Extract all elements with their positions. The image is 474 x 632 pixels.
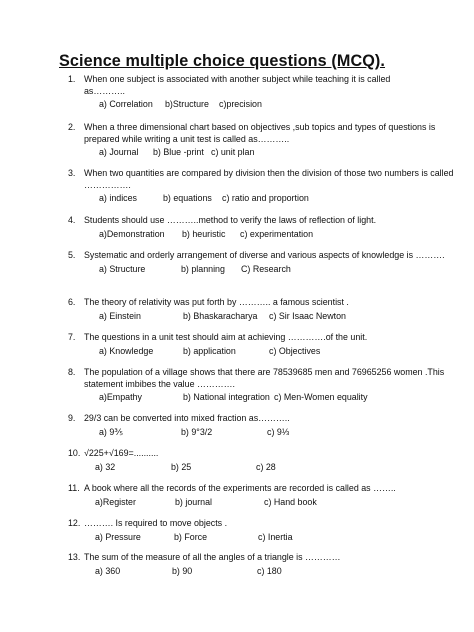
option-a: a)Demonstration: [99, 228, 165, 239]
option-c: c) experimentation: [240, 228, 314, 239]
question-number: 2.: [68, 122, 76, 132]
question-11: [68, 483, 463, 508]
question-text: 29/3 can be converted into mixed fraction as………..: [84, 413, 290, 423]
question-number: 6.: [68, 297, 76, 307]
question-text: When one subject is associated with another subject while teaching it is called as………..: [84, 74, 391, 96]
option-a: a)Register: [95, 496, 136, 507]
option-b: b) equations: [163, 193, 212, 204]
option-b: b) Bhaskaracharya: [183, 310, 258, 321]
option-b: b) 90: [172, 565, 193, 576]
option-b: b) heuristic: [182, 228, 226, 239]
question-text: The questions in a unit test should aim at achieving ………….of the unit.: [84, 332, 368, 342]
question-text: The sum of the measure of all the angles of a triangle is …………: [84, 552, 341, 562]
options-row: [95, 462, 463, 474]
option-a: a) Knowledge: [99, 345, 154, 356]
options-row: [99, 346, 463, 358]
option-b: b) 25: [171, 461, 192, 472]
option-c: C) Research: [241, 263, 291, 274]
question-number: 1.: [68, 74, 76, 84]
question-1: [68, 74, 463, 111]
option-b: b) Blue -print: [153, 147, 204, 158]
option-c: c) Hand book: [264, 496, 317, 507]
option-a: a) Correlation: [99, 99, 153, 110]
question-number: 9.: [68, 413, 76, 423]
option-c: c) Objectives: [269, 345, 321, 356]
options-row: [99, 229, 463, 241]
options-row: [95, 497, 463, 509]
question-number: 7.: [68, 332, 76, 342]
question-5: [68, 250, 463, 275]
option-c: c) 9⅓: [267, 426, 290, 437]
options-row: [95, 532, 463, 544]
option-a: a) indices: [99, 193, 137, 204]
options-row: [99, 147, 463, 159]
option-b: b) National integration: [183, 392, 270, 403]
option-a: a) Einstein: [99, 310, 141, 321]
question-text: Students should use ………..method to verify the laws of reflection of light.: [84, 215, 377, 225]
question-number: 3.: [68, 168, 76, 178]
question-text: Systematic and orderly arrangement of diverse and various aspects of knowledge is ……….: [84, 250, 445, 260]
question-text: The theory of relativity was put forth by ……….. a famous scientist .: [84, 297, 349, 307]
question-number: 10.: [68, 448, 81, 458]
page-title: Science multiple choice questions (MCQ).: [59, 52, 386, 70]
question-3: [68, 168, 463, 205]
question-number: 8.: [68, 367, 76, 377]
question-9: [68, 413, 463, 438]
option-c: c) 28: [256, 461, 276, 472]
question-4: [68, 215, 463, 240]
option-b: b) planning: [181, 263, 225, 274]
options-row: [99, 427, 463, 439]
question-text: A book where all the records of the experiments are recorded is called as ……..: [84, 483, 396, 493]
option-c: c) 180: [257, 565, 282, 576]
question-number: 5.: [68, 250, 76, 260]
question-12: [68, 518, 463, 543]
options-row: [99, 264, 463, 276]
question-7: [68, 332, 463, 357]
option-a: a) Structure: [99, 263, 146, 274]
question-8: [68, 367, 463, 404]
question-6: [68, 297, 463, 322]
option-b: b)Structure: [165, 99, 209, 110]
question-number: 11.: [68, 483, 80, 493]
option-b: b) Force: [174, 531, 208, 542]
option-c: c) Sir Isaac Newton: [269, 310, 346, 321]
question-text: When a three dimensional chart based on objectives ,sub topics and types of questions is prepared while writing a unit test is called as………..: [84, 122, 436, 144]
option-a: a)Empathy: [99, 392, 142, 403]
question-number: 4.: [68, 215, 76, 225]
option-b: b) 9°3/2: [181, 426, 213, 437]
question-2: [68, 122, 463, 159]
question-number: 12.: [68, 518, 81, 528]
option-a: a) Journal: [99, 147, 139, 158]
option-c: c) unit plan: [211, 147, 255, 158]
option-b: b) application: [183, 345, 236, 356]
question-text: √225+√169=..........: [84, 448, 159, 458]
options-row: [99, 311, 463, 323]
option-b: b) journal: [175, 496, 212, 507]
options-row: [99, 392, 463, 404]
question-13: [68, 552, 463, 577]
option-a: a) 32: [95, 461, 116, 472]
question-text: When two quantities are compared by division then the division of those two numbers is called …………….: [84, 168, 454, 190]
option-a: a) Pressure: [95, 531, 141, 542]
option-c: c) ratio and proportion: [222, 193, 309, 204]
option-c: c) Inertia: [258, 531, 293, 542]
options-row: [99, 193, 463, 205]
question-10: [68, 448, 463, 473]
question-text: The population of a village shows that there are 78539685 men and 76965256 women .This statement imbibes the value ………….: [84, 367, 445, 389]
question-number: 13.: [68, 552, 81, 562]
question-text: ………. Is required to move objects .: [84, 518, 228, 528]
option-c: c)precision: [219, 99, 262, 110]
options-row: [99, 99, 463, 111]
option-a: a) 360: [95, 565, 121, 576]
option-c: c) Men-Women equality: [274, 392, 368, 403]
options-row: [95, 566, 463, 578]
option-a: a) 9⅗: [99, 426, 123, 437]
